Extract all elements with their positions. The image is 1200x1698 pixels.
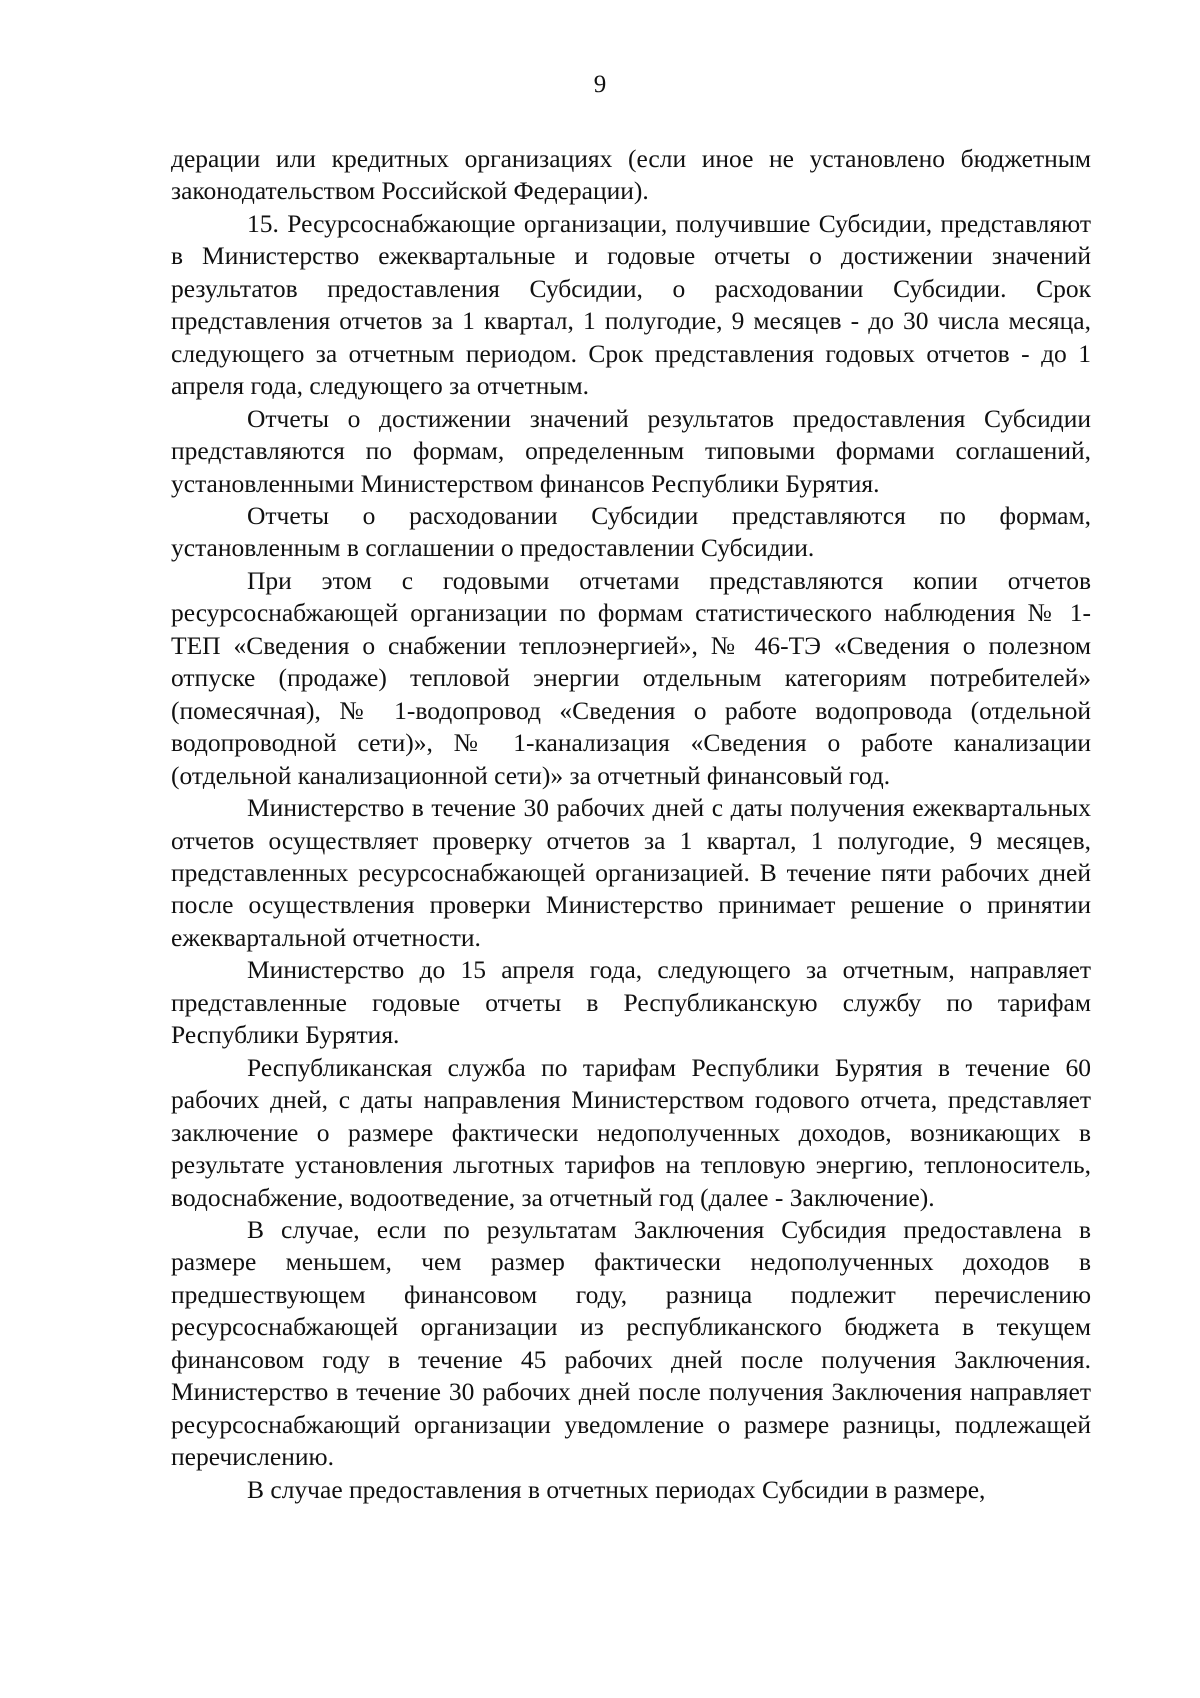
- paragraph-tariff-service-conclusion: Республиканская служба по тарифам Республики Бурятия в течение 60 рабочих дней, с даты направления Министерством годового отчета, представляет заключение о размере фактически недополученных доходов, возникающих в результате установления льготных тарифов на тепловую энергию, теплоноситель, водоснабжение, водоотведение, за отчетный год (далее - Заключение).: [171, 1052, 1091, 1212]
- paragraph-expenditure-reports: Отчеты о расходовании Субсидии представляются по формам, установленным в соглашении о предоставлении Субсидии.: [171, 500, 1091, 563]
- paragraph-quarterly-review: Министерство в течение 30 рабочих дней с даты получения ежеквартальных отчетов осуществляет проверку отчетов за 1 квартал, 1 полугодие, 9 месяцев, представленных ресурсоснабжающей организацией. В течение пяти рабочих дней после осуществления проверки Министерство принимает решение о принятии ежеквартальной отчетности.: [171, 793, 1091, 952]
- document-body: [171, 143, 1091, 1506]
- paragraph-results-reports: Отчеты о достижении значений результатов предоставления Субсидии представляются по формам, определенным типовыми формами соглашений, установленными Министерством финансов Республики Бурятия.: [171, 403, 1091, 498]
- paragraph-annual-forwarding: Министерство до 15 апреля года, следующего за отчетным, направляет представленные годовые отчеты в Республиканскую службу по тарифам Республики Бурятия.: [171, 955, 1091, 1050]
- paragraph-overpayment-case: В случае предоставления в отчетных периодах Субсидии в размере,: [247, 1474, 986, 1504]
- page-number: 9: [593, 71, 607, 98]
- paragraph-annual-report-copies: При этом с годовыми отчетами представляются копии отчетов ресурсоснабжающей организации по формам статистического наблюдения № 1-ТЕП «Сведения о снабжении теплоэнергией», № 46-ТЭ «Сведения о полезном отпуске (продаже) тепловой энергии отдельным категориям потребителей» (помесячная), № 1-водопровод «Сведения о работе водопровода (отдельной водопроводной сети)», № 1-канализация «Сведения о работе канализации (отдельной канализационной сети)» за отчетный финансовый год.: [171, 565, 1091, 790]
- paragraph-item-15: 15. Ресурсоснабжающие организации, получившие Субсидии, представляют в Министерство ежеквартальные и годовые отчеты о достижении значений результатов предоставления Субсидии, о расходовании Субсидии. Срок представления отчетов за 1 квартал, 1 полугодие, 9 месяцев - до 30 числа месяца, следующего за отчетным периодом. Срок представления годовых отчетов - до 1 апреля года, следующего за отчетным.: [171, 208, 1091, 401]
- paragraph-difference-payment: В случае, если по результатам Заключения Субсидия предоставлена в размере меньшем, чем размер фактически недополученных доходов в предшествующем финансовом году, разница подлежит перечислению ресурсоснабжающей организации из республиканского бюджета в текущем финансовом году в течение 45 рабочих дней после получения Заключения. Министерство в течение 30 рабочих дней после получения Заключения направляет ресурсоснабжающий организации уведомление о размере разницы, подлежащей перечислению.: [171, 1214, 1091, 1472]
- paragraph-continuation: дерации или кредитных организациях (если иное не установлено бюджетным законодательством Российской Федерации).: [171, 144, 1091, 206]
